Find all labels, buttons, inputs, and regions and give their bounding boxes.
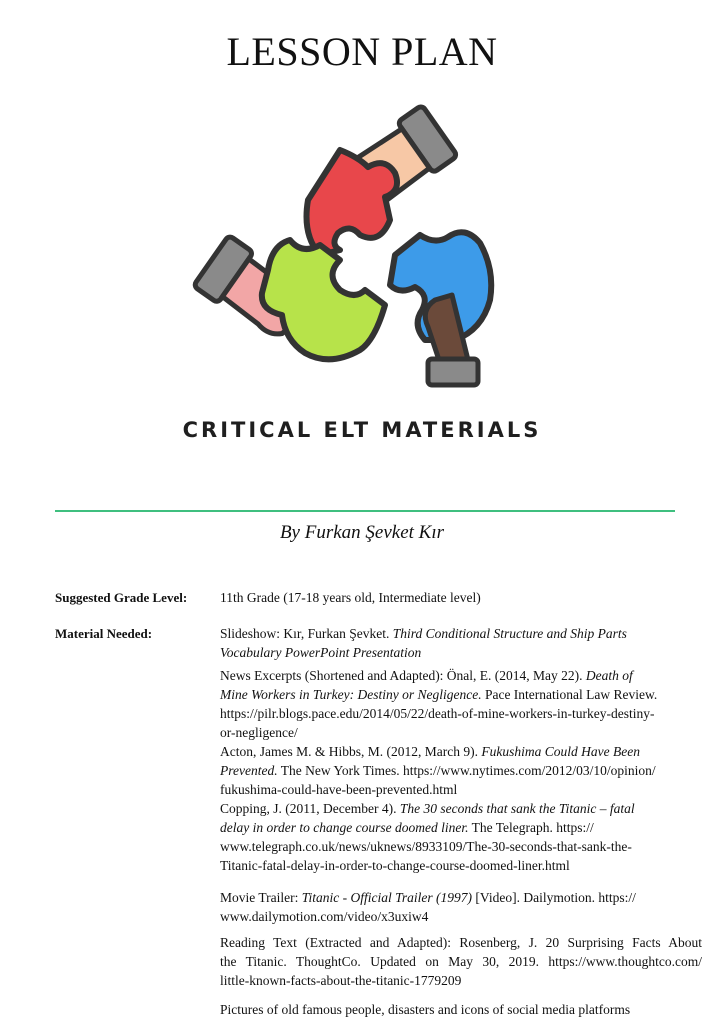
- news2-title-cont: Prevented.: [220, 763, 278, 778]
- movie-title: Titanic - Official Trailer (1997): [301, 890, 473, 905]
- news-url: https://pilr.blogs.pace.edu/2014/05/22/death-of-mine-workers-in-turkey-destiny-: [220, 706, 655, 721]
- material-label: Material Needed:: [55, 626, 153, 641]
- slideshow-title: Third Conditional Structure and Ship Parts: [392, 626, 627, 641]
- news-title-cont: Mine Workers in Turkey: Destiny or Negligence.: [220, 687, 482, 702]
- slideshow-text: Slideshow: Kır, Furkan Şevket.: [220, 626, 393, 641]
- page-title: LESSON PLAN: [226, 29, 498, 74]
- news3-url-cont: Titanic-fatal-delay-in-order-to-change-course-doomed-liner.html: [220, 858, 570, 873]
- movie-source: [Video]. Dailymotion. https://: [472, 890, 636, 905]
- news3-url: www.telegraph.co.uk/news/uknews/8933109/The-30-seconds-that-sank-the-: [220, 839, 632, 854]
- material-movie: [220, 888, 702, 926]
- news-text: News Excerpts (Shortened and Adapted): Önal, E. (2014, May 22).: [220, 668, 586, 683]
- news2-text: Acton, James M. & Hibbs, M. (2012, March 9).: [220, 744, 482, 759]
- pictures-text: Pictures of old famous people, disasters and icons of social media platforms: [220, 1002, 631, 1017]
- material-reading: [220, 933, 702, 990]
- movie-url: www.dailymotion.com/video/x3uxiw4: [220, 909, 429, 924]
- news3-title: The 30 seconds that sank the Titanic – fatal: [399, 801, 635, 816]
- movie-text: Movie Trailer:: [220, 890, 302, 905]
- slideshow-title-cont: Vocabulary PowerPoint Presentation: [220, 645, 422, 660]
- news2-title: Fukushima Could Have Been: [481, 744, 640, 759]
- material-pictures: [220, 1000, 702, 1019]
- material-news: [220, 666, 702, 875]
- news3-source: The Telegraph. https://: [468, 820, 594, 835]
- news3-title-cont: delay in order to change course doomed liner.: [220, 820, 469, 835]
- grade-value: 11th Grade (17-18 years old, Intermediate level): [220, 590, 481, 605]
- puzzle-hands-icon: [190, 95, 550, 395]
- material-slideshow: [220, 624, 702, 662]
- grade-label: Suggested Grade Level:: [55, 590, 188, 605]
- reading-line-2: the Titanic. ThoughtCo. Updated on May 30, 2019. https://www.thoughtco.com/: [220, 954, 702, 969]
- reading-line-1: Reading Text (Extracted and Adapted): Rosenberg, J. 20 Surprising Facts About: [220, 935, 702, 950]
- divider: [55, 510, 675, 512]
- news2-source: The New York Times. https://www.nytimes.com/2012/03/10/opinion/: [277, 763, 656, 778]
- reading-url: little-known-facts-about-the-titanic-1779209: [220, 973, 462, 988]
- news-source: Pace International Law Review.: [481, 687, 658, 702]
- author-byline: By Furkan Şevket Kır: [279, 522, 445, 543]
- news-url-cont: or-negligence/: [220, 725, 298, 740]
- news2-url: fukushima-could-have-been-prevented.html: [220, 782, 458, 797]
- brand-text: CRITICAL ELT MATERIALS: [182, 418, 542, 442]
- news-title: Death of: [585, 668, 633, 683]
- news3-text: Copping, J. (2011, December 4).: [220, 801, 400, 816]
